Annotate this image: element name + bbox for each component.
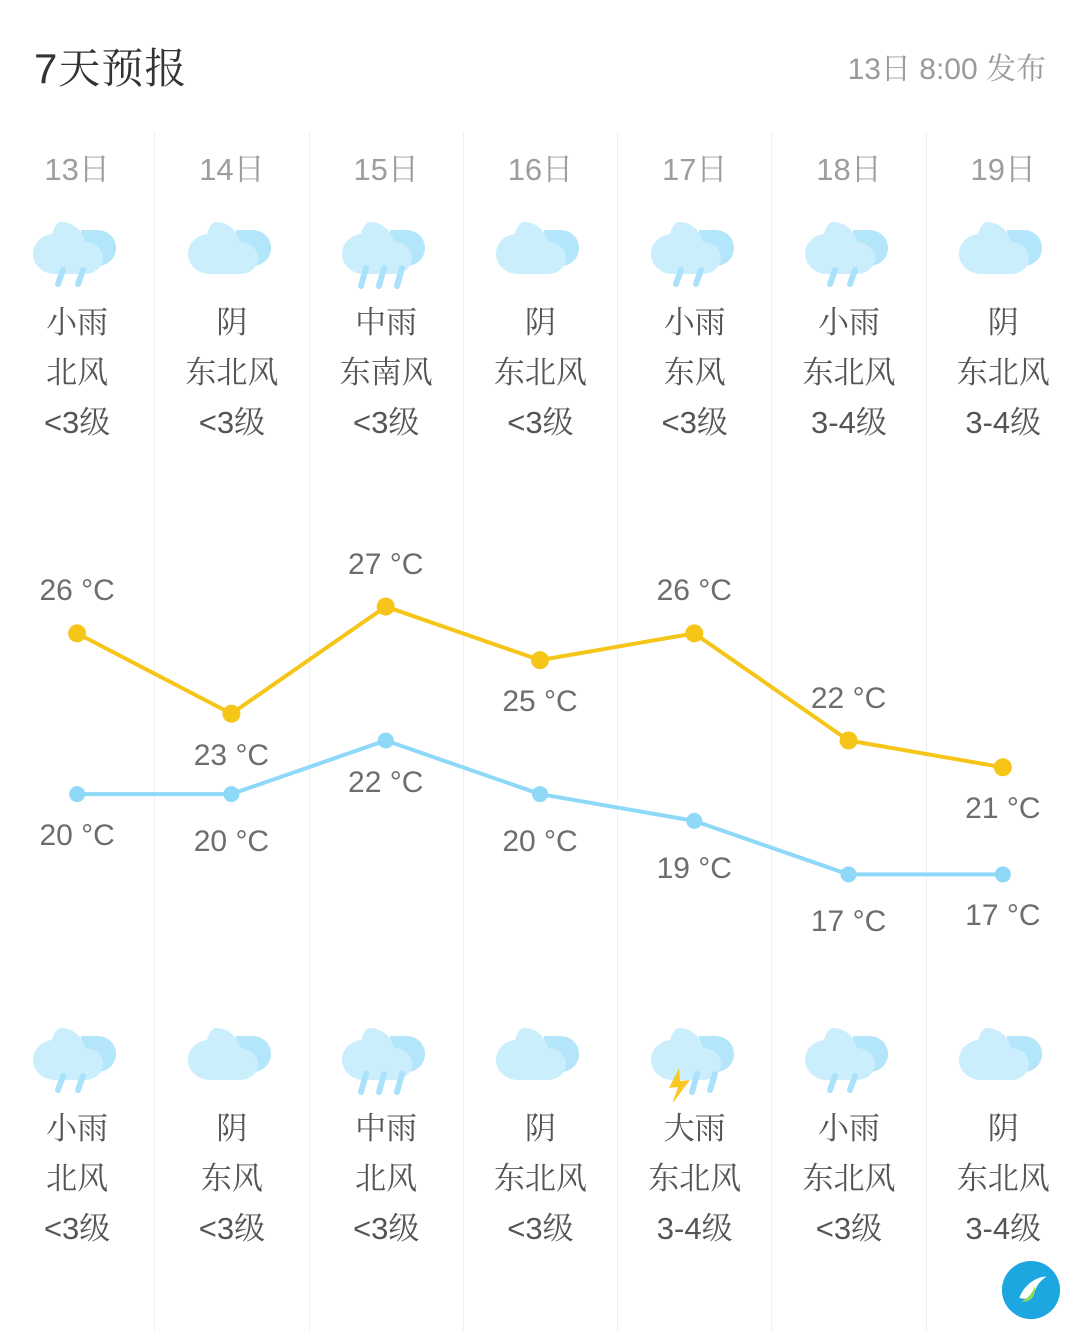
daytime-forecast	[618, 146, 771, 448]
day-label: 16日	[507, 152, 574, 187]
low-temp-label: 20 °C	[39, 819, 115, 853]
night-wind-level: 3-4级	[965, 1211, 1042, 1246]
cloudy-icon	[155, 1000, 308, 1104]
day-condition: 阴	[987, 305, 1019, 340]
day-condition: 阴	[524, 305, 556, 340]
high-temp-label: 27 °C	[348, 547, 424, 581]
rain-light-icon	[772, 1000, 925, 1104]
night-wind-direction: 北风	[46, 1161, 109, 1196]
night-forecast	[772, 1000, 925, 1254]
daytime-forecast	[927, 146, 1080, 448]
daytime-forecast	[310, 146, 463, 448]
high-temp-label: 23 °C	[193, 738, 270, 772]
night-forecast	[310, 1000, 463, 1254]
night-forecast	[0, 1000, 154, 1254]
night-condition: 中雨	[355, 1111, 418, 1146]
day-wind-direction: 东风	[663, 355, 726, 390]
day-wind-level: <3级	[198, 405, 266, 440]
day-columns	[0, 132, 1080, 1331]
day-label: 19日	[970, 152, 1036, 187]
night-forecast	[464, 1000, 617, 1254]
page-header	[0, 0, 1080, 132]
day-wind-direction: 东南风	[339, 355, 433, 390]
night-wind-direction: 东风	[200, 1161, 263, 1196]
page-title: 7天预报	[34, 45, 188, 92]
weather-china-logo-icon	[1000, 1259, 1062, 1321]
day-wind-level: 3-4级	[811, 405, 887, 440]
day-label: 17日	[661, 152, 728, 187]
high-temp-label: 25 °C	[502, 685, 578, 719]
high-temp-label: 22 °C	[810, 681, 887, 715]
day-column[interactable]	[0, 132, 154, 1331]
forecast-board	[0, 132, 1080, 1331]
rain-moderate-icon	[310, 194, 463, 298]
day-column[interactable]	[154, 132, 308, 1331]
night-wind-level: <3级	[198, 1211, 266, 1246]
day-wind-level: <3级	[507, 405, 574, 440]
night-wind-level: <3级	[43, 1211, 111, 1246]
day-condition: 小雨	[817, 305, 880, 340]
daytime-forecast	[0, 146, 154, 448]
day-label: 15日	[353, 152, 419, 187]
day-condition: 中雨	[355, 305, 418, 340]
cloudy-icon	[927, 1000, 1080, 1104]
day-column[interactable]	[926, 132, 1080, 1331]
low-temp-label: 20 °C	[502, 825, 578, 859]
night-condition: 小雨	[817, 1111, 880, 1146]
publish-time: 13日 8:00 发布	[847, 53, 1046, 86]
cloudy-icon	[927, 194, 1080, 298]
night-condition: 阴	[216, 1111, 248, 1146]
night-wind-direction: 东北风	[802, 1161, 896, 1196]
night-wind-direction: 东北风	[956, 1161, 1050, 1196]
night-wind-direction: 东北风	[493, 1161, 587, 1196]
day-condition: 小雨	[46, 305, 109, 340]
rain-light-icon	[772, 194, 925, 298]
night-forecast	[927, 1000, 1080, 1254]
day-wind-direction: 北风	[46, 355, 109, 390]
night-wind-direction: 北风	[355, 1161, 418, 1196]
night-wind-direction: 东北风	[648, 1161, 742, 1196]
day-label: 14日	[199, 152, 265, 187]
cloudy-icon	[464, 1000, 617, 1104]
night-forecast	[618, 1000, 771, 1254]
rain-light-icon	[618, 194, 771, 298]
day-wind-direction: 东北风	[185, 355, 279, 390]
daytime-forecast	[464, 146, 617, 448]
night-wind-level: <3级	[507, 1211, 574, 1246]
night-condition: 阴	[524, 1111, 556, 1146]
day-column[interactable]	[463, 132, 617, 1331]
thunderstorm-icon	[618, 1000, 771, 1104]
night-wind-level: <3级	[815, 1211, 883, 1246]
day-label: 18日	[816, 152, 882, 187]
daytime-forecast	[155, 146, 308, 448]
day-wind-direction: 东北风	[956, 355, 1050, 390]
day-label: 13日	[44, 152, 110, 187]
day-condition: 阴	[216, 305, 248, 340]
day-wind-level: <3级	[352, 405, 420, 440]
night-wind-level: 3-4级	[656, 1211, 733, 1246]
night-wind-level: <3级	[352, 1211, 420, 1246]
day-wind-level: <3级	[43, 405, 111, 440]
day-column[interactable]	[309, 132, 463, 1331]
day-wind-direction: 东北风	[802, 355, 896, 390]
low-temp-label: 17 °C	[965, 899, 1041, 933]
high-temp-label: 21 °C	[965, 792, 1041, 826]
high-temp-label: 26 °C	[39, 574, 115, 608]
low-temp-label: 19 °C	[656, 851, 732, 885]
day-wind-direction: 东北风	[493, 355, 587, 390]
rain-moderate-icon	[310, 1000, 463, 1104]
cloudy-icon	[464, 194, 617, 298]
night-condition: 大雨	[663, 1111, 726, 1146]
cloudy-icon	[155, 194, 308, 298]
day-column[interactable]	[771, 132, 925, 1331]
day-condition: 小雨	[663, 305, 726, 340]
night-condition: 阴	[987, 1111, 1019, 1146]
low-temp-label: 22 °C	[348, 765, 424, 799]
day-wind-level: <3级	[661, 405, 728, 440]
day-column[interactable]	[617, 132, 771, 1331]
low-temp-label: 17 °C	[810, 905, 887, 939]
night-condition: 小雨	[46, 1111, 109, 1146]
rain-light-icon	[0, 1000, 154, 1104]
low-temp-label: 20 °C	[193, 825, 270, 859]
rain-light-icon	[0, 194, 154, 298]
night-forecast	[155, 1000, 308, 1254]
day-wind-level: 3-4级	[965, 405, 1042, 440]
high-temp-label: 26 °C	[656, 574, 732, 608]
daytime-forecast	[772, 146, 925, 448]
